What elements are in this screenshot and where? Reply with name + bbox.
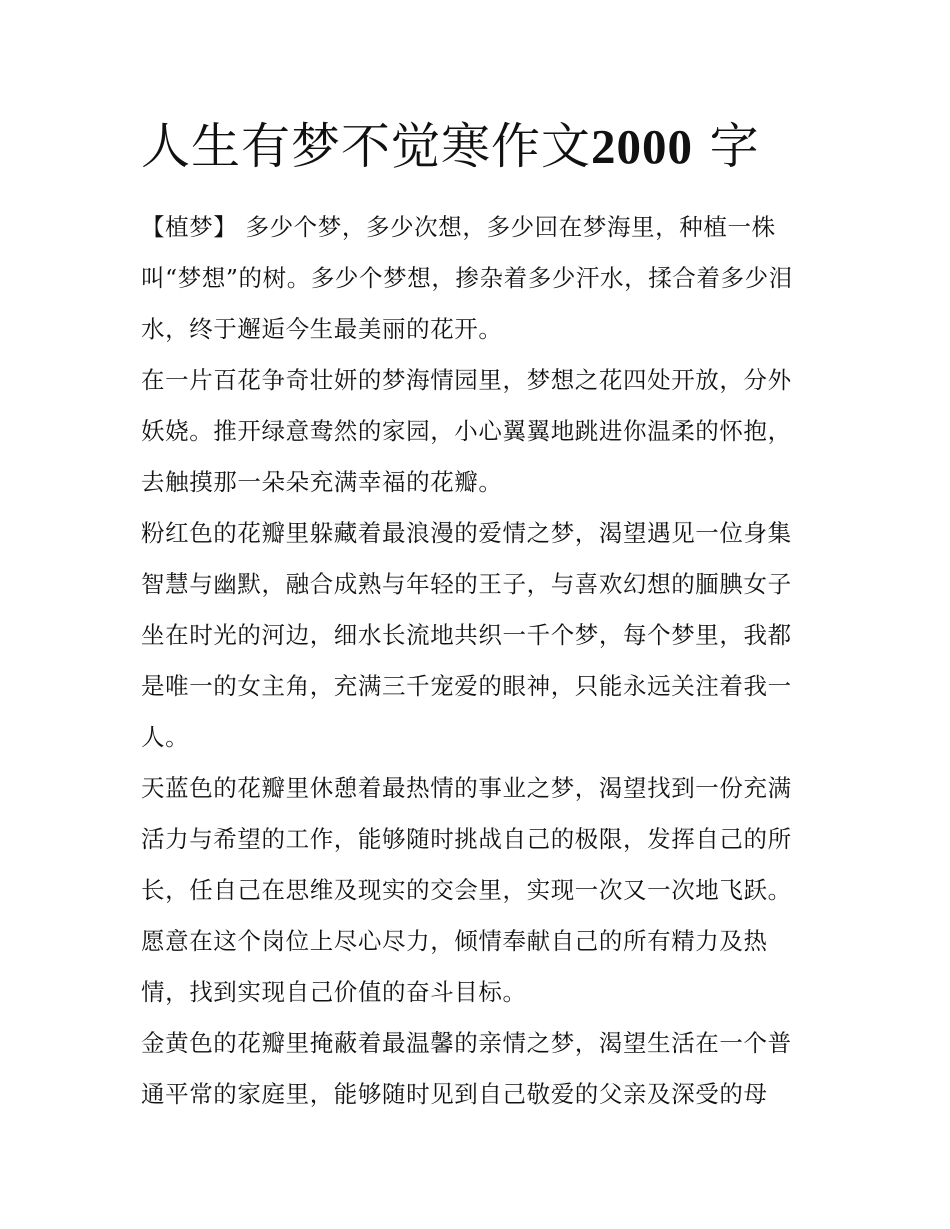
- document-title: [141, 112, 813, 182]
- title-number: 2000: [591, 119, 694, 174]
- document-page: [141, 112, 813, 1120]
- paragraph-pink-petal: 粉红色的花瓣里躲藏着最浪漫的爱情之梦，渴望遇见一位身集智慧与幽默，融合成熟与年轻的王子，与喜欢幻想的腼腆女子坐在时光的河边，细水长流地共织一千个梦，每个梦里，我都是唯一的女主角，充满三千宠爱的眼神，只能永远关注着我一人。: [141, 519, 792, 751]
- paragraph-blue-petal: 天蓝色的花瓣里休憩着最热情的事业之梦，渴望找到一份充满活力与希望的工作，能够随时挑战自己的极限，发挥自己的所长，任自己在思维及现实的交会里，实现一次又一次地飞跃。愿意在这个岗位上尽心尽力，倾情奉献自己的所有精力及热情，找到实现自己价值的奋斗目标。: [141, 774, 792, 1006]
- paragraph-golden-petal: 金黄色的花瓣里掩蔽着最温馨的亲情之梦，渴望生活在一个普通平常的家庭里，能够随时见到自己敬爱的父亲及深受的母: [141, 1029, 792, 1108]
- title-text: 人生有梦不觉寒作文: [141, 118, 592, 175]
- paragraph-dream-garden: 在一片百花争奇壮妍的梦海情园里，梦想之花四处开放，分外妖娆。推开绿意鸯然的家园，小心翼翼地跳进你温柔的怀抱，去触摸那一朵朵充满幸福的花瓣。: [141, 366, 792, 496]
- title-suffix: 字: [709, 118, 760, 175]
- paragraph-plant-dream: 【植梦】 多少个梦，多少次想，多少回在梦海里，种植一株叫“梦想”的树。多少个梦想，掺杂着多少汗水，揉合着多少泪水，终于邂逅今生最美丽的花开。: [141, 213, 793, 343]
